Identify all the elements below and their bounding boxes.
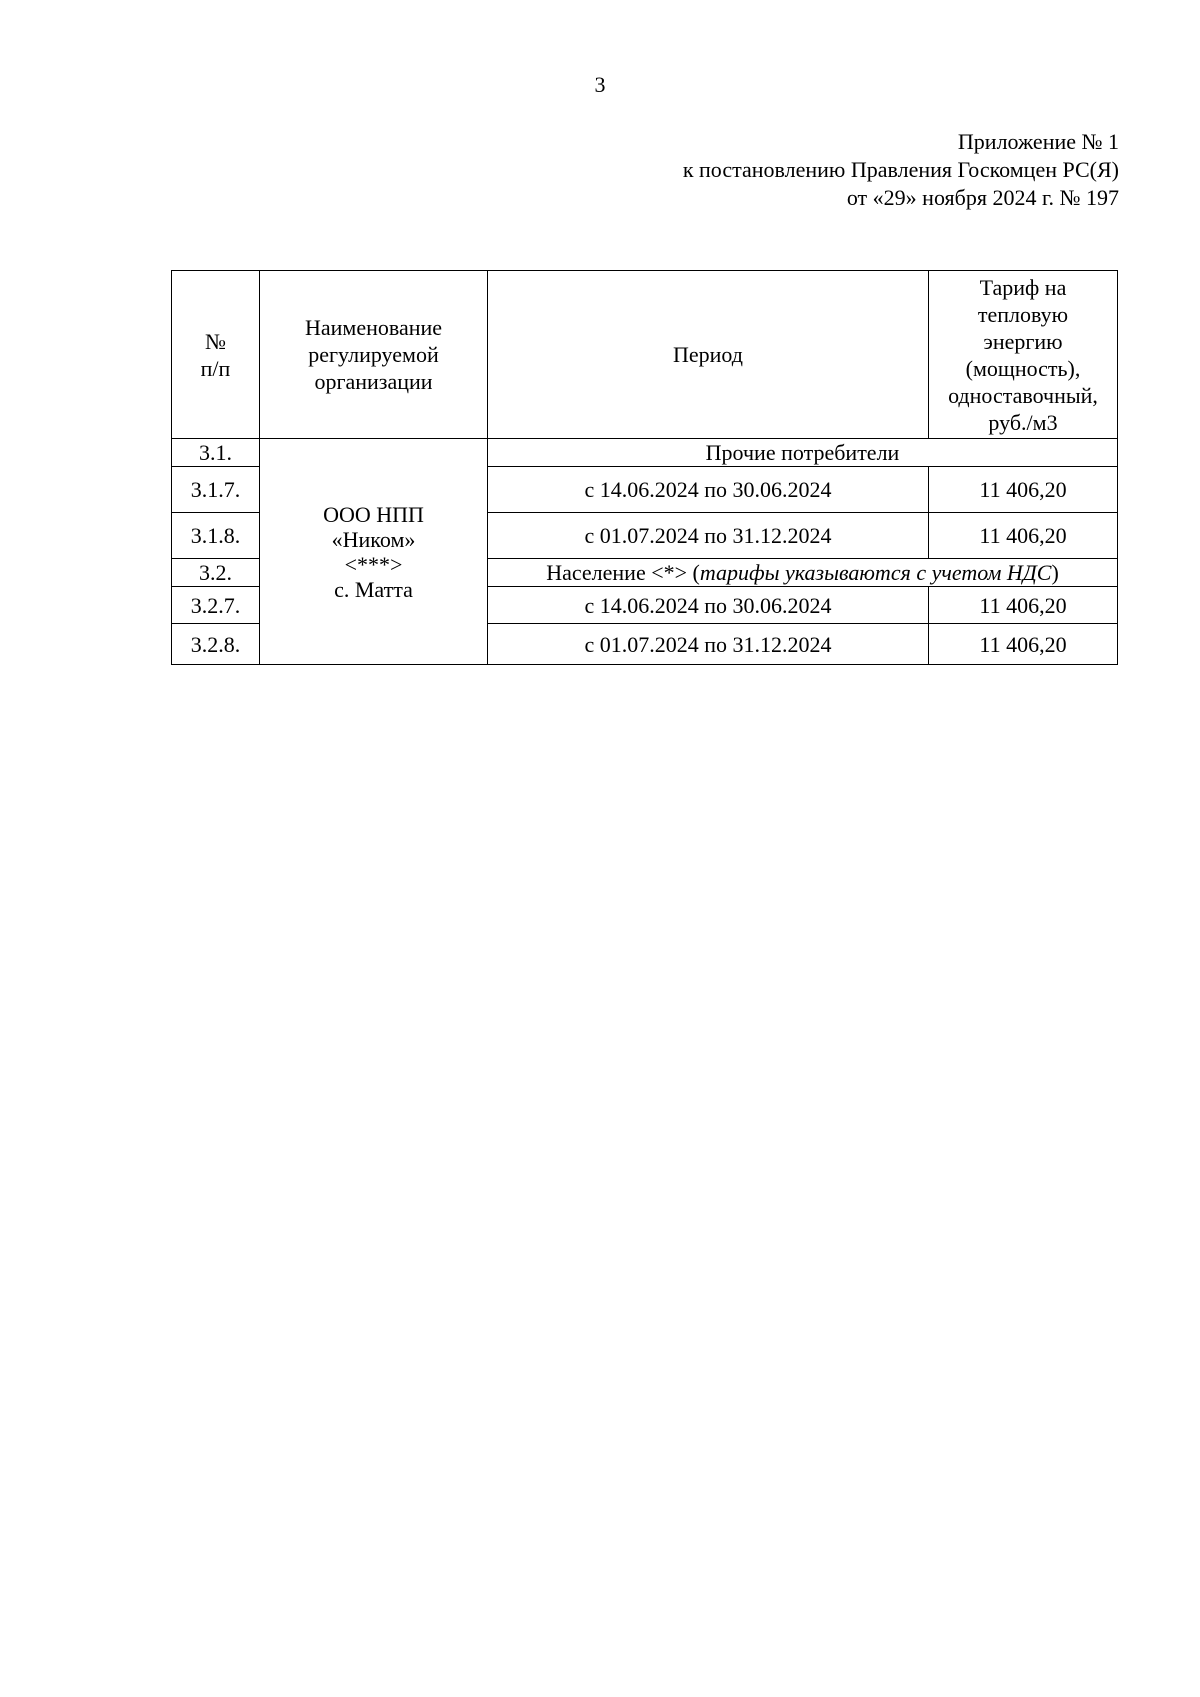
section-label: Прочие потребители [488, 439, 1118, 467]
tariff-table [171, 270, 1118, 665]
row-num: 3.1.7. [172, 467, 260, 513]
row-num: 3.1.8. [172, 513, 260, 559]
row-period: с 01.07.2024 по 31.12.2024 [488, 513, 929, 559]
organization-cell: ООО НПП «Ником» <***> с. Матта [260, 439, 488, 665]
header-tariff: Тариф на тепловую энергию (мощность), одноставочный, руб./м3 [929, 271, 1118, 439]
row-tariff: 11 406,20 [929, 624, 1118, 665]
appendix-header [683, 128, 1119, 212]
appendix-resolution: к постановлению Правления Госкомцен РС(Я) [682, 157, 1119, 182]
header-organization: Наименование регулируемой организации [260, 271, 488, 439]
section-row-other-consumers [172, 439, 1118, 467]
row-period: с 01.07.2024 по 31.12.2024 [488, 624, 929, 665]
table-header-row [172, 271, 1118, 439]
row-tariff: 11 406,20 [929, 467, 1118, 513]
page-number: 3 [594, 72, 606, 97]
header-period: Период [488, 271, 929, 439]
header-num: № п/п [172, 271, 260, 439]
appendix-title: Приложение № 1 [957, 129, 1119, 154]
section-num: 3.2. [172, 559, 260, 587]
row-num: 3.2.7. [172, 587, 260, 624]
section-num: 3.1. [172, 439, 260, 467]
row-period: с 14.06.2024 по 30.06.2024 [488, 467, 929, 513]
row-num: 3.2.8. [172, 624, 260, 665]
row-period: с 14.06.2024 по 30.06.2024 [488, 587, 929, 624]
section-label: Население <*> (тарифы указываются с учетом НДС) [488, 559, 1118, 587]
appendix-date: от «29» ноября 2024 г. № 197 [846, 185, 1119, 210]
row-tariff: 11 406,20 [929, 587, 1118, 624]
row-tariff: 11 406,20 [929, 513, 1118, 559]
